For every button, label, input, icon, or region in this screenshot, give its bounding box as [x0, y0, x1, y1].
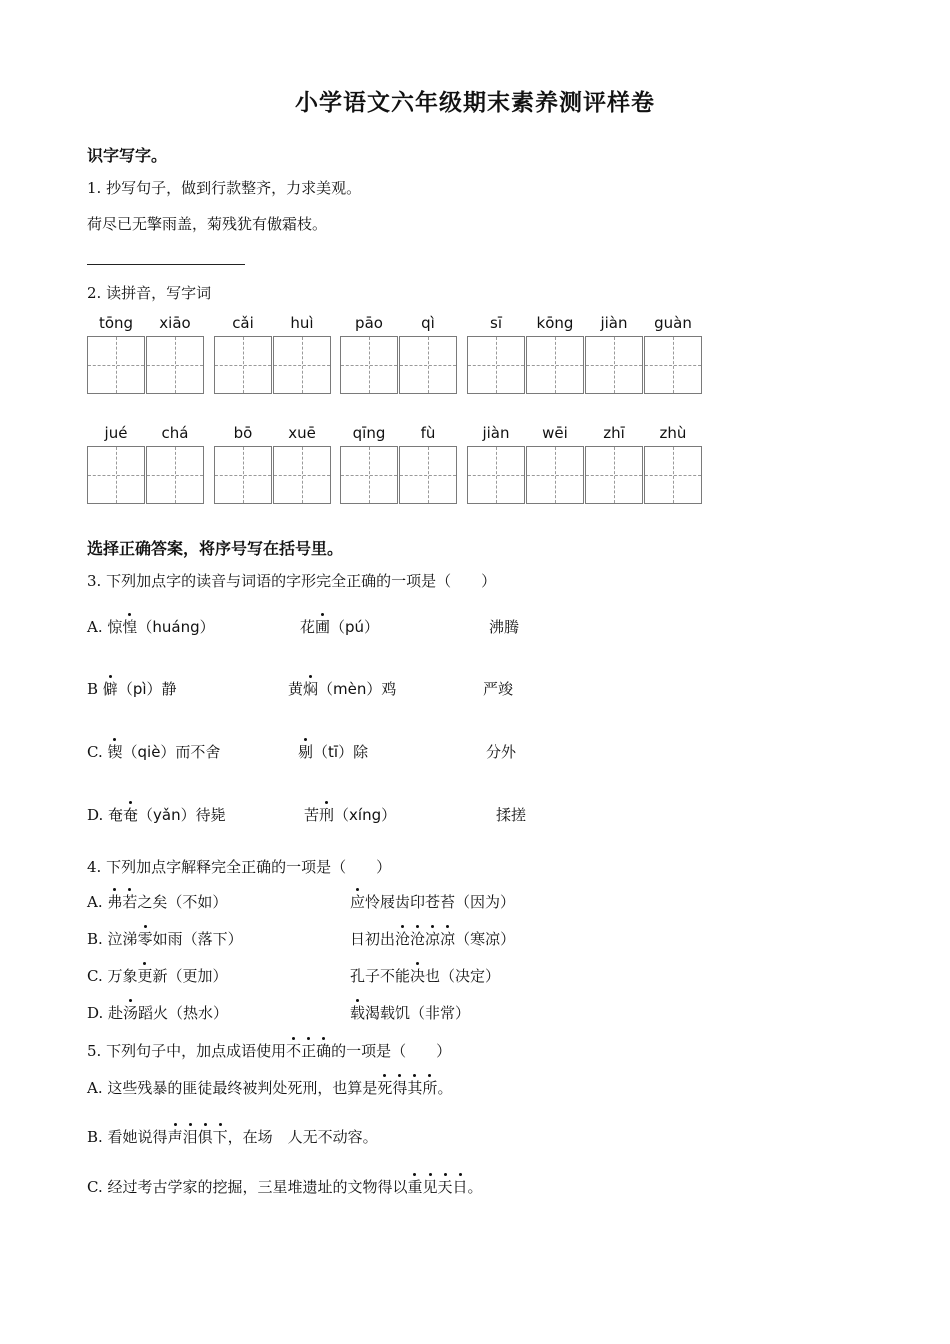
- writing-cell[interactable]: [87, 446, 145, 504]
- pinyin-label: qīng: [352, 424, 386, 442]
- writing-cell[interactable]: [644, 336, 702, 394]
- question-4-prompt: 4. 下列加点字解释完全正确的一项是（ ）: [87, 858, 392, 876]
- writing-cell[interactable]: [340, 446, 398, 504]
- option-d-word-3: 揉搓: [496, 806, 527, 824]
- pinyin-label: zhī: [603, 424, 625, 442]
- question-2-prompt: 2. 读拼音，写字词: [87, 284, 212, 302]
- writing-cell[interactable]: [399, 336, 457, 394]
- option-a-word-3: 沸腾: [489, 618, 520, 636]
- pinyin-label: wēi: [542, 424, 568, 442]
- pinyin-label: zhù: [659, 424, 687, 442]
- emphasis-dotted: 不正确: [286, 1042, 332, 1060]
- writing-cell[interactable]: [467, 336, 525, 394]
- option-a-word-1: A. 惊惶（huáng）: [87, 618, 215, 636]
- pinyin-label: huì: [290, 314, 314, 332]
- option-d-right: 载渴载饥（非常）: [350, 1004, 471, 1022]
- pinyin-label: bō: [233, 424, 253, 442]
- pinyin-label: pāo: [355, 314, 383, 332]
- pinyin-label: jiàn: [482, 424, 510, 442]
- option-b-word-2: 黄焖（mèn）鸡: [288, 680, 397, 698]
- answer-line[interactable]: [87, 264, 245, 265]
- pinyin-label: guàn: [654, 314, 692, 332]
- writing-cell[interactable]: [87, 336, 145, 394]
- option-b-left: B. 泣涕零如雨（落下）: [87, 930, 243, 948]
- option-b-word-1: B 僻（pì）静: [87, 680, 177, 698]
- pinyin-label: qì: [421, 314, 435, 332]
- writing-cell[interactable]: [146, 446, 204, 504]
- writing-cell[interactable]: [467, 446, 525, 504]
- pinyin-label: kōng: [536, 314, 574, 332]
- page-title: 小学语文六年级期末素养测评样卷: [295, 90, 655, 116]
- option-c-word-1: C. 锲（qiè）而不舍: [87, 743, 221, 761]
- writing-cell[interactable]: [526, 336, 584, 394]
- option-d-word-1: D. 奄奄（yǎn）待毙: [87, 806, 226, 824]
- option-c-word-2: 剔（tī）除: [298, 743, 369, 761]
- question-3-prompt: 3. 下列加点字的读音与词语的字形完全正确的一项是（ ）: [87, 572, 497, 590]
- option-c-word-3: 分外: [486, 743, 517, 761]
- pinyin-label: jiàn: [600, 314, 628, 332]
- pinyin-label: xiāo: [159, 314, 191, 332]
- pinyin-label: xuē: [288, 424, 316, 442]
- writing-cell[interactable]: [214, 336, 272, 394]
- option-a: A. 这些残暴的匪徒最终被判处死刑，也算是死得其所。: [87, 1079, 453, 1097]
- option-a-right: 应怜屐齿印苍苔（因为）: [350, 893, 516, 911]
- writing-cell[interactable]: [585, 336, 643, 394]
- option-a-left: A. 弗若之矣（不如）: [87, 893, 228, 911]
- section-heading-literacy: 识字写字。: [87, 146, 168, 165]
- section-heading-choice: 选择正确答案，将序号写在括号里。: [87, 539, 344, 558]
- option-b-right: 日初出沧沧凉凉（寒凉）: [350, 930, 516, 948]
- pinyin-label: chá: [161, 424, 189, 442]
- question-1-sentence: 荷尽已无擎雨盖，菊残犹有傲霜枝。: [87, 215, 328, 233]
- question-5-prompt: 5. 下列句子中，加点成语使用不正确的一项是（ ）: [87, 1042, 452, 1060]
- option-a-word-2: 花圃（pú）: [300, 618, 380, 636]
- writing-cell[interactable]: [340, 336, 398, 394]
- writing-cell[interactable]: [146, 336, 204, 394]
- option-b-word-3: 严竣: [483, 680, 514, 698]
- option-b: B. 看她说得声泪俱下，在场 人无不动容。: [87, 1128, 378, 1146]
- option-c-right: 孔子不能决也（决定）: [350, 967, 501, 985]
- pinyin-label: jué: [104, 424, 128, 442]
- writing-cell[interactable]: [585, 446, 643, 504]
- writing-cell[interactable]: [526, 446, 584, 504]
- writing-cell[interactable]: [644, 446, 702, 504]
- question-1-prompt: 1. 抄写句子，做到行款整齐，力求美观。: [87, 179, 362, 197]
- writing-cell[interactable]: [214, 446, 272, 504]
- option-c-left: C. 万象更新（更加）: [87, 967, 228, 985]
- writing-cell[interactable]: [273, 336, 331, 394]
- pinyin-label: sī: [490, 314, 502, 332]
- pinyin-label: fù: [420, 424, 436, 442]
- option-d-left: D. 赴汤蹈火（热水）: [87, 1004, 229, 1022]
- pinyin-label: tōng: [98, 314, 134, 332]
- option-d-word-2: 苦刑（xíng）: [304, 806, 397, 824]
- writing-cell[interactable]: [273, 446, 331, 504]
- option-c: C. 经过考古学家的挖掘，三星堆遗址的文物得以重见天日。: [87, 1178, 483, 1196]
- writing-cell[interactable]: [399, 446, 457, 504]
- pinyin-label: cǎi: [232, 314, 254, 332]
